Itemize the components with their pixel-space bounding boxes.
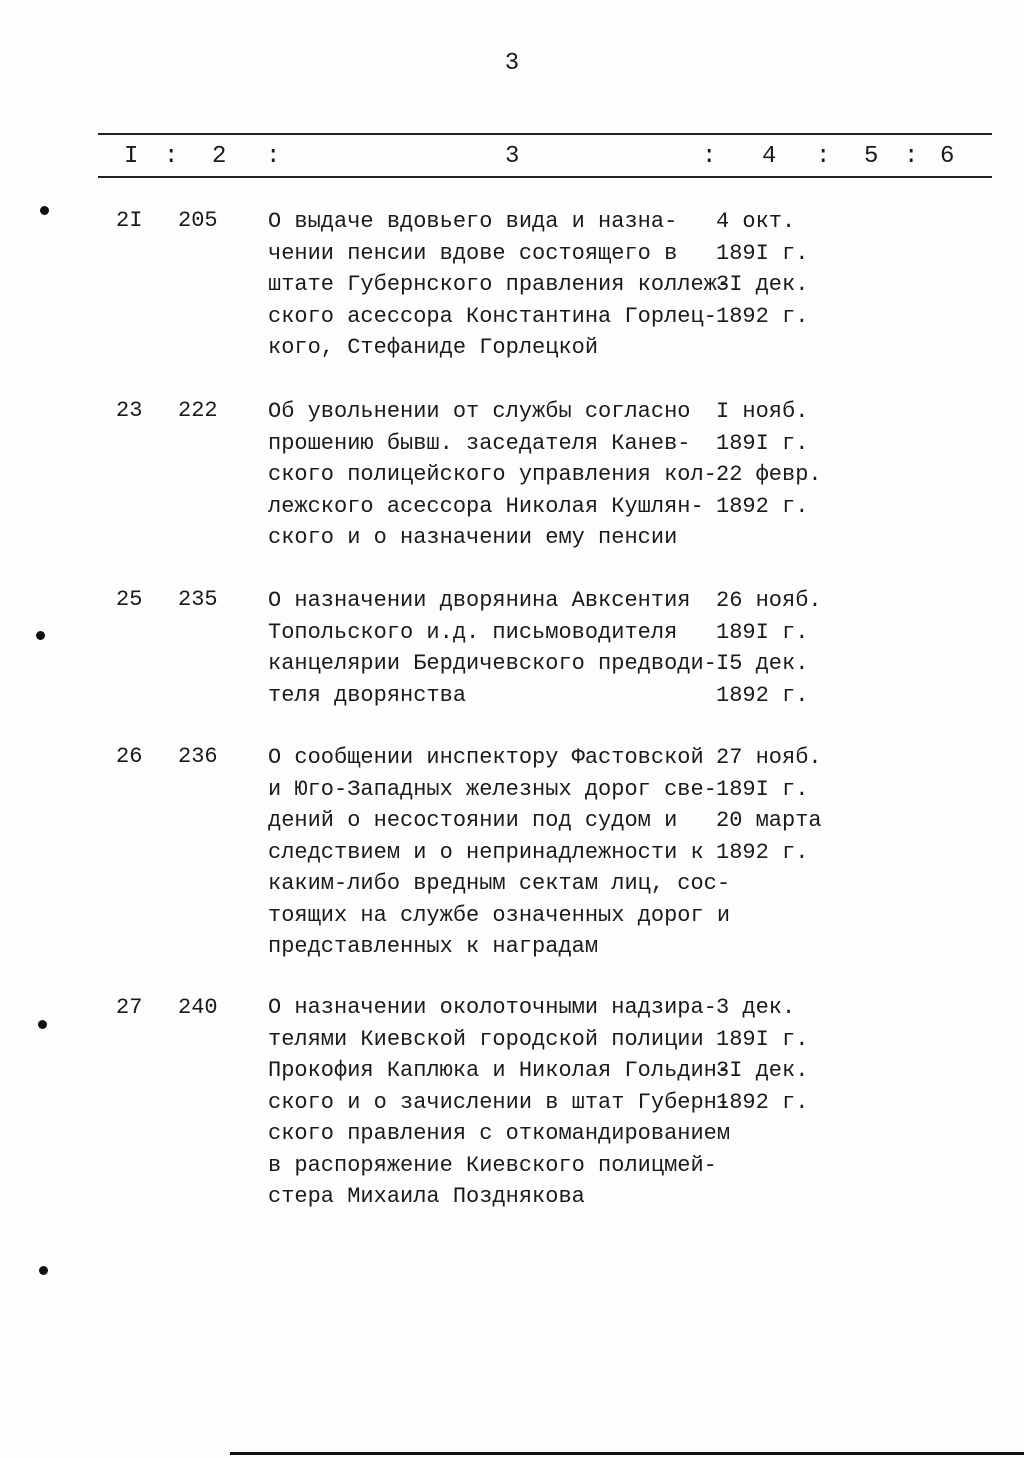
date-start-year: 189I г. bbox=[716, 240, 809, 266]
title-line: канцелярии Бердичевского предводи- bbox=[268, 651, 717, 676]
date-start-day: 4 окт. bbox=[716, 209, 796, 234]
title-line: ского правления с откомандированием bbox=[268, 1121, 731, 1146]
title-line: Топольского и.д. письмоводителя bbox=[268, 619, 678, 645]
date-end-year: 1892 г. bbox=[716, 839, 809, 865]
title-line: О назначении околоточными надзира- bbox=[268, 995, 717, 1020]
title-line: стера Михаила Позднякова bbox=[268, 1184, 585, 1209]
date-start-day: I нояб. bbox=[716, 399, 809, 424]
header-separator: : bbox=[266, 143, 281, 170]
punch-hole bbox=[38, 1020, 47, 1029]
page-number: 3 bbox=[504, 50, 520, 77]
header-separator: : bbox=[164, 143, 179, 170]
entry-title bbox=[268, 585, 720, 711]
header-separator: : bbox=[702, 143, 717, 170]
footer-rule bbox=[230, 1452, 1024, 1455]
title-line: и Юго-Западных железных дорог све- bbox=[268, 776, 717, 802]
title-line: представленных к наградам bbox=[268, 934, 599, 959]
date-start-day: 3 дек. bbox=[716, 995, 796, 1020]
header-col-3: 3 bbox=[505, 143, 520, 170]
entry-dates bbox=[716, 206, 808, 332]
date-start-day: 26 нояб. bbox=[716, 588, 822, 613]
title-line: в распоряжение Киевского полицмей- bbox=[268, 1152, 717, 1178]
date-end-day: I5 дек. bbox=[716, 651, 809, 676]
header-col-6: 6 bbox=[940, 143, 955, 170]
entry-title bbox=[268, 742, 731, 963]
title-line: телями Киевской городской полиции bbox=[268, 1026, 704, 1052]
entry-seq-number: 2I bbox=[116, 208, 143, 233]
entry-dates bbox=[716, 992, 808, 1118]
entry-title bbox=[268, 396, 720, 554]
entry-dates bbox=[716, 585, 822, 711]
punch-hole bbox=[39, 1266, 48, 1275]
title-line: О сообщении инспектору Фастовской bbox=[268, 745, 704, 770]
title-line: штате Губернского правления коллеж- bbox=[268, 272, 731, 297]
entry-title bbox=[268, 206, 731, 364]
date-end-year: 1892 г. bbox=[716, 493, 809, 519]
title-line: следствием и о непринадлежности к bbox=[268, 839, 704, 865]
entry-case-number: 235 bbox=[178, 587, 218, 612]
date-end-day: 22 февр. bbox=[716, 462, 822, 487]
date-start-year: 189I г. bbox=[716, 430, 809, 456]
header-col-1: I bbox=[124, 143, 139, 170]
punch-hole bbox=[36, 631, 45, 640]
punch-hole bbox=[40, 206, 49, 215]
title-line: ского и о назначении ему пенсии bbox=[268, 525, 678, 550]
title-line: ского и о зачислении в штат Губерн- bbox=[268, 1089, 731, 1115]
date-start-year: 189I г. bbox=[716, 776, 809, 802]
entry-case-number: 205 bbox=[178, 208, 218, 233]
date-end-year: 1892 г. bbox=[716, 682, 809, 708]
entry-case-number: 222 bbox=[178, 398, 218, 423]
entry-case-number: 240 bbox=[178, 995, 218, 1020]
entry-dates bbox=[716, 396, 822, 522]
title-line: Прокофия Каплюка и Николая Гольдин- bbox=[268, 1058, 731, 1083]
title-line: лежского асессора Николая Кушлян- bbox=[268, 493, 704, 519]
title-line: кого, Стефаниде Горлецкой bbox=[268, 335, 599, 360]
header-separator: : bbox=[816, 143, 831, 170]
title-line: дений о несостоянии под судом и bbox=[268, 808, 678, 833]
entry-seq-number: 23 bbox=[116, 398, 143, 423]
title-line: ского полицейского управления кол- bbox=[268, 462, 717, 487]
title-line: Об увольнении от службы согласно bbox=[268, 399, 691, 424]
header-col-4: 4 bbox=[762, 143, 777, 170]
date-start-year: 189I г. bbox=[716, 1026, 809, 1052]
entry-title bbox=[268, 992, 731, 1213]
header-col-2: 2 bbox=[212, 143, 227, 170]
date-end-day: 20 марта bbox=[716, 808, 822, 833]
title-line: каким-либо вредным сектам лиц, сос- bbox=[268, 871, 731, 896]
title-line: тоящих на службе означенных дорог и bbox=[268, 902, 731, 928]
date-start-day: 27 нояб. bbox=[716, 745, 822, 770]
entry-seq-number: 27 bbox=[116, 995, 143, 1020]
title-line: ского асессора Константина Горлец- bbox=[268, 303, 717, 329]
date-end-year: 1892 г. bbox=[716, 1089, 809, 1115]
entry-seq-number: 26 bbox=[116, 744, 143, 769]
title-line: теля дворянства bbox=[268, 682, 467, 708]
date-start-year: 189I г. bbox=[716, 619, 809, 645]
date-end-year: 1892 г. bbox=[716, 303, 809, 329]
header-bottom-rule bbox=[98, 176, 992, 178]
title-line: О выдаче вдовьего вида и назна- bbox=[268, 209, 678, 234]
header-top-rule bbox=[98, 133, 992, 135]
header-separator: : bbox=[904, 143, 919, 170]
entry-case-number: 236 bbox=[178, 744, 218, 769]
title-line: О назначении дворянина Авксентия bbox=[268, 588, 691, 613]
date-end-day: 3I дек. bbox=[716, 272, 809, 297]
entry-seq-number: 25 bbox=[116, 587, 143, 612]
header-col-5: 5 bbox=[864, 143, 879, 170]
entry-dates bbox=[716, 742, 822, 868]
title-line: чении пенсии вдове состоящего в bbox=[268, 240, 678, 266]
date-end-day: 3I дек. bbox=[716, 1058, 809, 1083]
title-line: прошению бывш. заседателя Канев- bbox=[268, 430, 691, 456]
